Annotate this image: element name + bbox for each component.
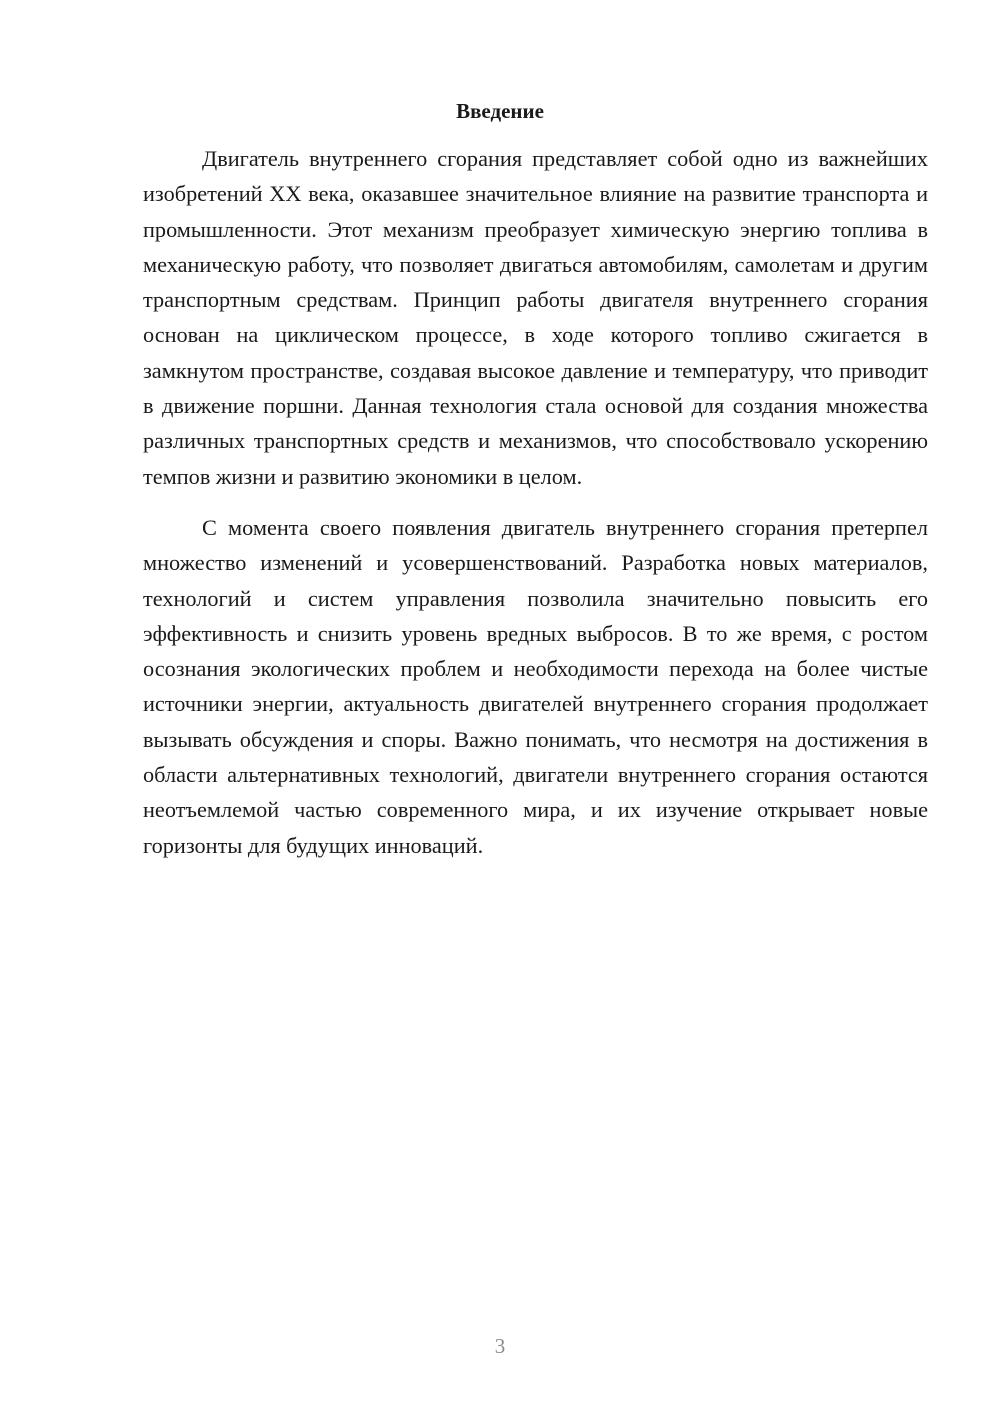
page-number: 3 xyxy=(494,1334,506,1358)
paragraph-2: С момента своего появления двигатель внутреннего сгорания претерпел множество изменений и усовершенствований. Разработка новых материалов, технологий и систем управления позволила значительно повысить его эффективность и снизить уровень вредных выбросов. В то же время, с ростом осознания экологических проблем и необходимости перехода на более чистые источники энергии, актуальность двигателей внутреннего сгорания продолжает вызывать обсуждения и споры. Важно понимать, что несмотря на достижения в области альтернативных технологий, двигатели внутреннего сгорания остаются неотъемлемой частью современного мира, и их изучение открывает новые горизонты для будущих инноваций. xyxy=(143,514,928,858)
body-text xyxy=(143,141,928,863)
section-heading: Введение xyxy=(456,99,544,123)
paragraph-1: Двигатель внутреннего сгорания представляет собой одно из важнейших изобретений XX века, оказавшее значительное влияние на развитие транспорта и промышленности. Этот механизм преобразует химическую энергию топлива в механическую работу, что позволяет двигаться автомобилям, самолетам и другим транспортным средствам. Принцип работы двигателя внутреннего сгорания основан на циклическом процессе, в ходе которого топливо сжигается в замкнутом пространстве, создавая высокое давление и температуру, что приводит в движение поршни. Данная технология стала основой для создания множества различных транспортных средств и механизмов, что способствовало ускорению темпов жизни и развитию экономики в целом. xyxy=(143,146,928,489)
